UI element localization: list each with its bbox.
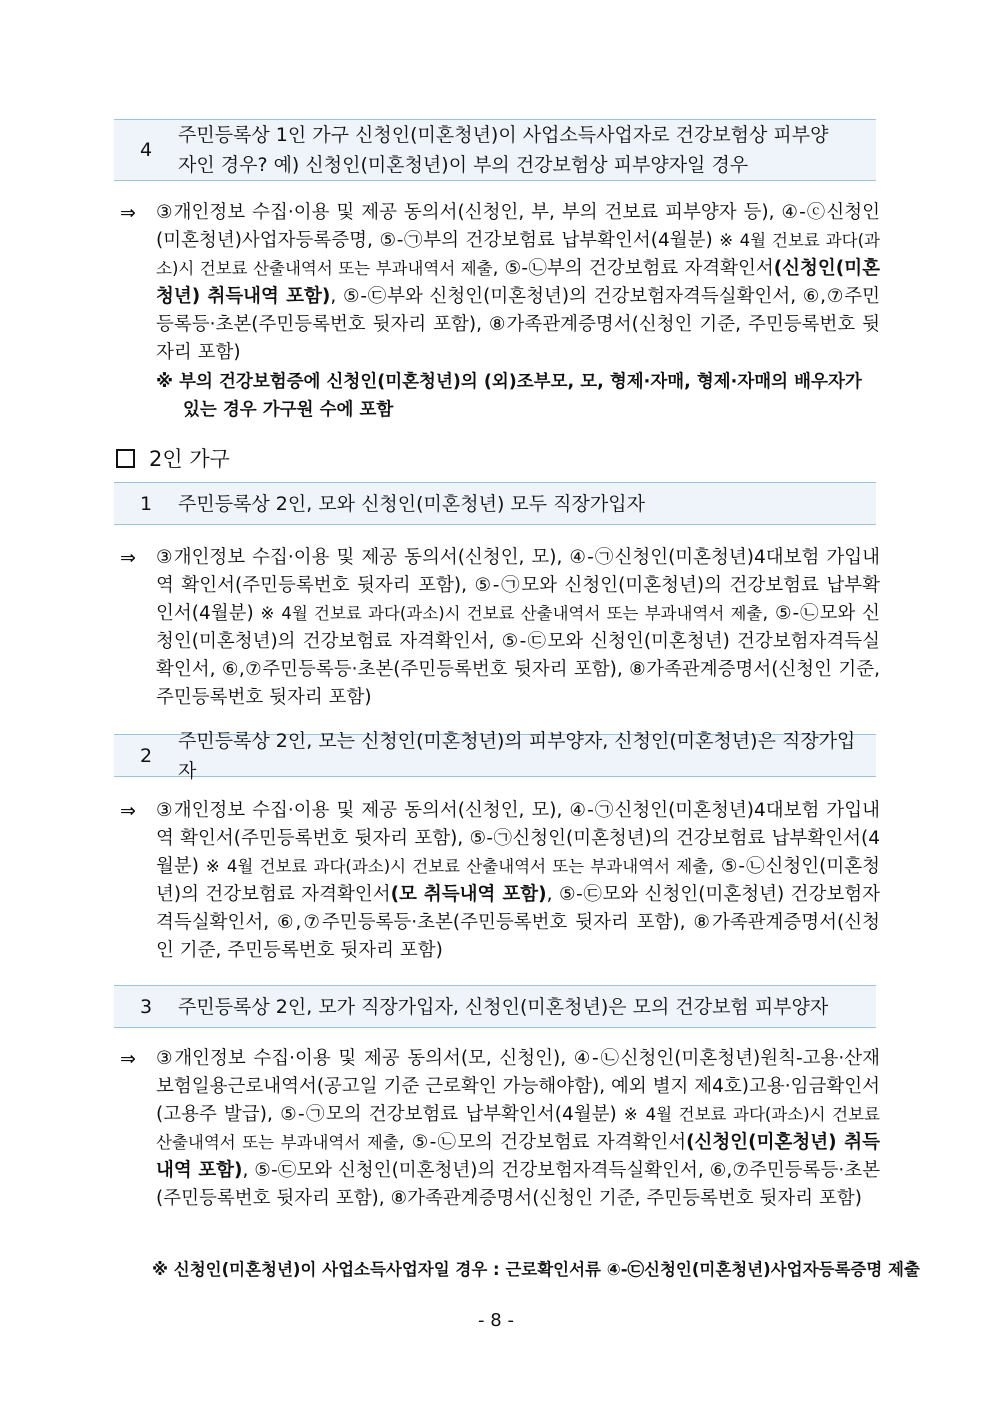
item-1-header	[114, 482, 876, 525]
item-number: 2	[139, 744, 153, 767]
fee-note: ※ 4월 건보료 과다(과소)시 건보료 산출내역서 또는 부과내역서 제출	[156, 1105, 880, 1152]
square-bullet-icon	[116, 449, 135, 468]
item-4-note: ※ 부의 건강보험증에 신청인(미혼청년)의 (외)조부모, 모, 형제·자매, 형제·자매의 배우자가 있는 경우 가구원 수에 포함	[156, 372, 862, 420]
bold-emphasis: (신청인(미혼청년) 취득내역 포함)	[156, 1132, 880, 1181]
item-number: 4	[139, 139, 153, 161]
arrow-icon: ⇒	[120, 547, 136, 569]
document-list: ③개인정보 수집·이용 및 제공 동의서(신청인, 모), ④-㉠신청인(미혼청년)4대보험 가입내역 확인서(주민등록번호 뒷자리 포함), ⑤-㉠신청인(미혼청년)의 건강보험료 납부확인서(4월분) ※ 4월 건보료 과다(과소)시 건보료 산출내역서 또는 부과내역서 제출, ⑤-㉡신청인(미혼청년)의 건강보험료 자격확인서(모 취득내역 포함), ⑤-㉢모와 신청인(미혼청년) 건강보험자격득실확인서, ⑥,⑦주민등록등·초본(주민등록번호 뒷자리 포함), ⑧가족관계증명서(신청인 기준, 주민등록번호 뒷자리 포함)	[156, 800, 881, 961]
arrow-icon: ⇒	[120, 202, 136, 224]
fee-note: ※ 4월 건보료 과다(과소)시 건보료 산출내역서 또는 부과내역서 제출	[205, 857, 709, 876]
item-3-header	[114, 985, 876, 1028]
bold-emphasis: (신청인(미혼청년) 취득내역 포함)	[156, 258, 880, 307]
arrow-icon: ⇒	[120, 800, 136, 822]
item-header-text: 주민등록상 2인, 모가 직장가입자, 신청인(미혼청년)은 모의 건강보험 피부양자	[178, 995, 829, 1018]
arrow-icon: ⇒	[120, 1048, 136, 1070]
document-list: ③개인정보 수집·이용 및 제공 동의서(신청인, 모), ④-㉠신청인(미혼청년)4대보험 가입내역 확인서(주민등록번호 뒷자리 포함), ⑤-㉠모와 신청인(미혼청년)의 건강보험료 납부확인서(4월분) ※ 4월 건보료 과다(과소)시 건보료 산출내역서 또는 부과내역서 제출, ⑤-㉡모와 신청인(미혼청년)의 건강보험료 자격확인서, ⑤-㉢모와 신청인(미혼청년) 건강보험자격득실확인서, ⑥,⑦주민등록등·초본(주민등록번호 뒷자리 포함), ⑧가족관계증명서(신청인 기준, 주민등록번호 뒷자리 포함)	[156, 547, 880, 708]
item-header-text: 주민등록상 2인, 모와 신청인(미혼청년) 모두 직장가입자	[178, 492, 645, 515]
page-number: - 8 -	[478, 1310, 514, 1331]
fee-note: ※ 4월 건보료 과다(과소)시 건보료 산출내역서 또는 부과내역서 제출	[156, 231, 880, 278]
item-3-note: ※ 신청인(미혼청년)이 사업소득사업자일 경우 : 근로확인서류 ④-㉢신청인(미혼청년)사업자등록증명 제출	[152, 1260, 920, 1279]
item-4-header	[114, 119, 876, 181]
bold-emphasis: (모 취득내역 포함)	[390, 884, 547, 905]
item-number: 3	[139, 995, 153, 1018]
section-title: 2인 가구	[149, 447, 230, 471]
header-line-2: 자인 경우? 예) 신청인(미혼청년)이 부의 건강보험상 피부양자일 경우	[178, 154, 749, 176]
fee-note: ※ 4월 건보료 과다(과소)시 건보료 산출내역서 또는 부과내역서 제출	[260, 604, 763, 623]
header-line-1: 주민등록상 1인 가구 신청인(미혼청년)이 사업소득사업자로 건강보험상 피부양	[178, 124, 829, 146]
document-list: ③개인정보 수집·이용 및 제공 동의서(모, 신청인), ④-㉡신청인(미혼청년)원칙-고용·산재보험일용근로내역서(공고일 기준 근로확인 가능해야함), 예외 별지 제4호)고용·임금확인서(고용주 발급), ⑤-㉠모의 건강보험료 납부확인서(4월분) ※ 4월 건보료 과다(과소)시 건보료 산출내역서 또는 부과내역서 제출, ⑤-㉡모의 건강보험료 자격확인서(신청인(미혼청년) 취득내역 포함), ⑤-㉢모와 신청인(미혼청년)의 건강보험자격득실확인서, ⑥,⑦주민등록등·초본(주민등록번호 뒷자리 포함), ⑧가족관계증명서(신청인 기준, 주민등록번호 뒷자리 포함)	[156, 1048, 880, 1209]
document-list: ③개인정보 수집·이용 및 제공 동의서(신청인, 부, 부의 건보료 피부양자 등), ④-ⓒ신청인(미혼청년)사업자등록증명, ⑤-㉠부의 건강보험료 납부확인서(4월분) ※ 4월 건보료 과다(과소)시 건보료 산출내역서 또는 부과내역서 제출, ⑤-㉡부의 건강보험료 자격확인서(신청인(미혼청년) 취득내역 포함), ⑤-㉢부와 신청인(미혼청년)의 건강보험자격득실확인서, ⑥,⑦주민등록등·초본(주민등록번호 뒷자리 포함), ⑧가족관계증명서(신청인 기준, 주민등록번호 뒷자리 포함)	[156, 202, 880, 363]
section-heading	[116, 443, 230, 473]
item-header-text	[178, 120, 868, 180]
item-header-text: 주민등록상 2인, 모는 신청인(미혼청년)의 피부양자, 신청인(미혼청년)은 직장가입자	[178, 729, 856, 782]
item-number: 1	[139, 492, 153, 515]
item-2-header	[114, 729, 876, 782]
